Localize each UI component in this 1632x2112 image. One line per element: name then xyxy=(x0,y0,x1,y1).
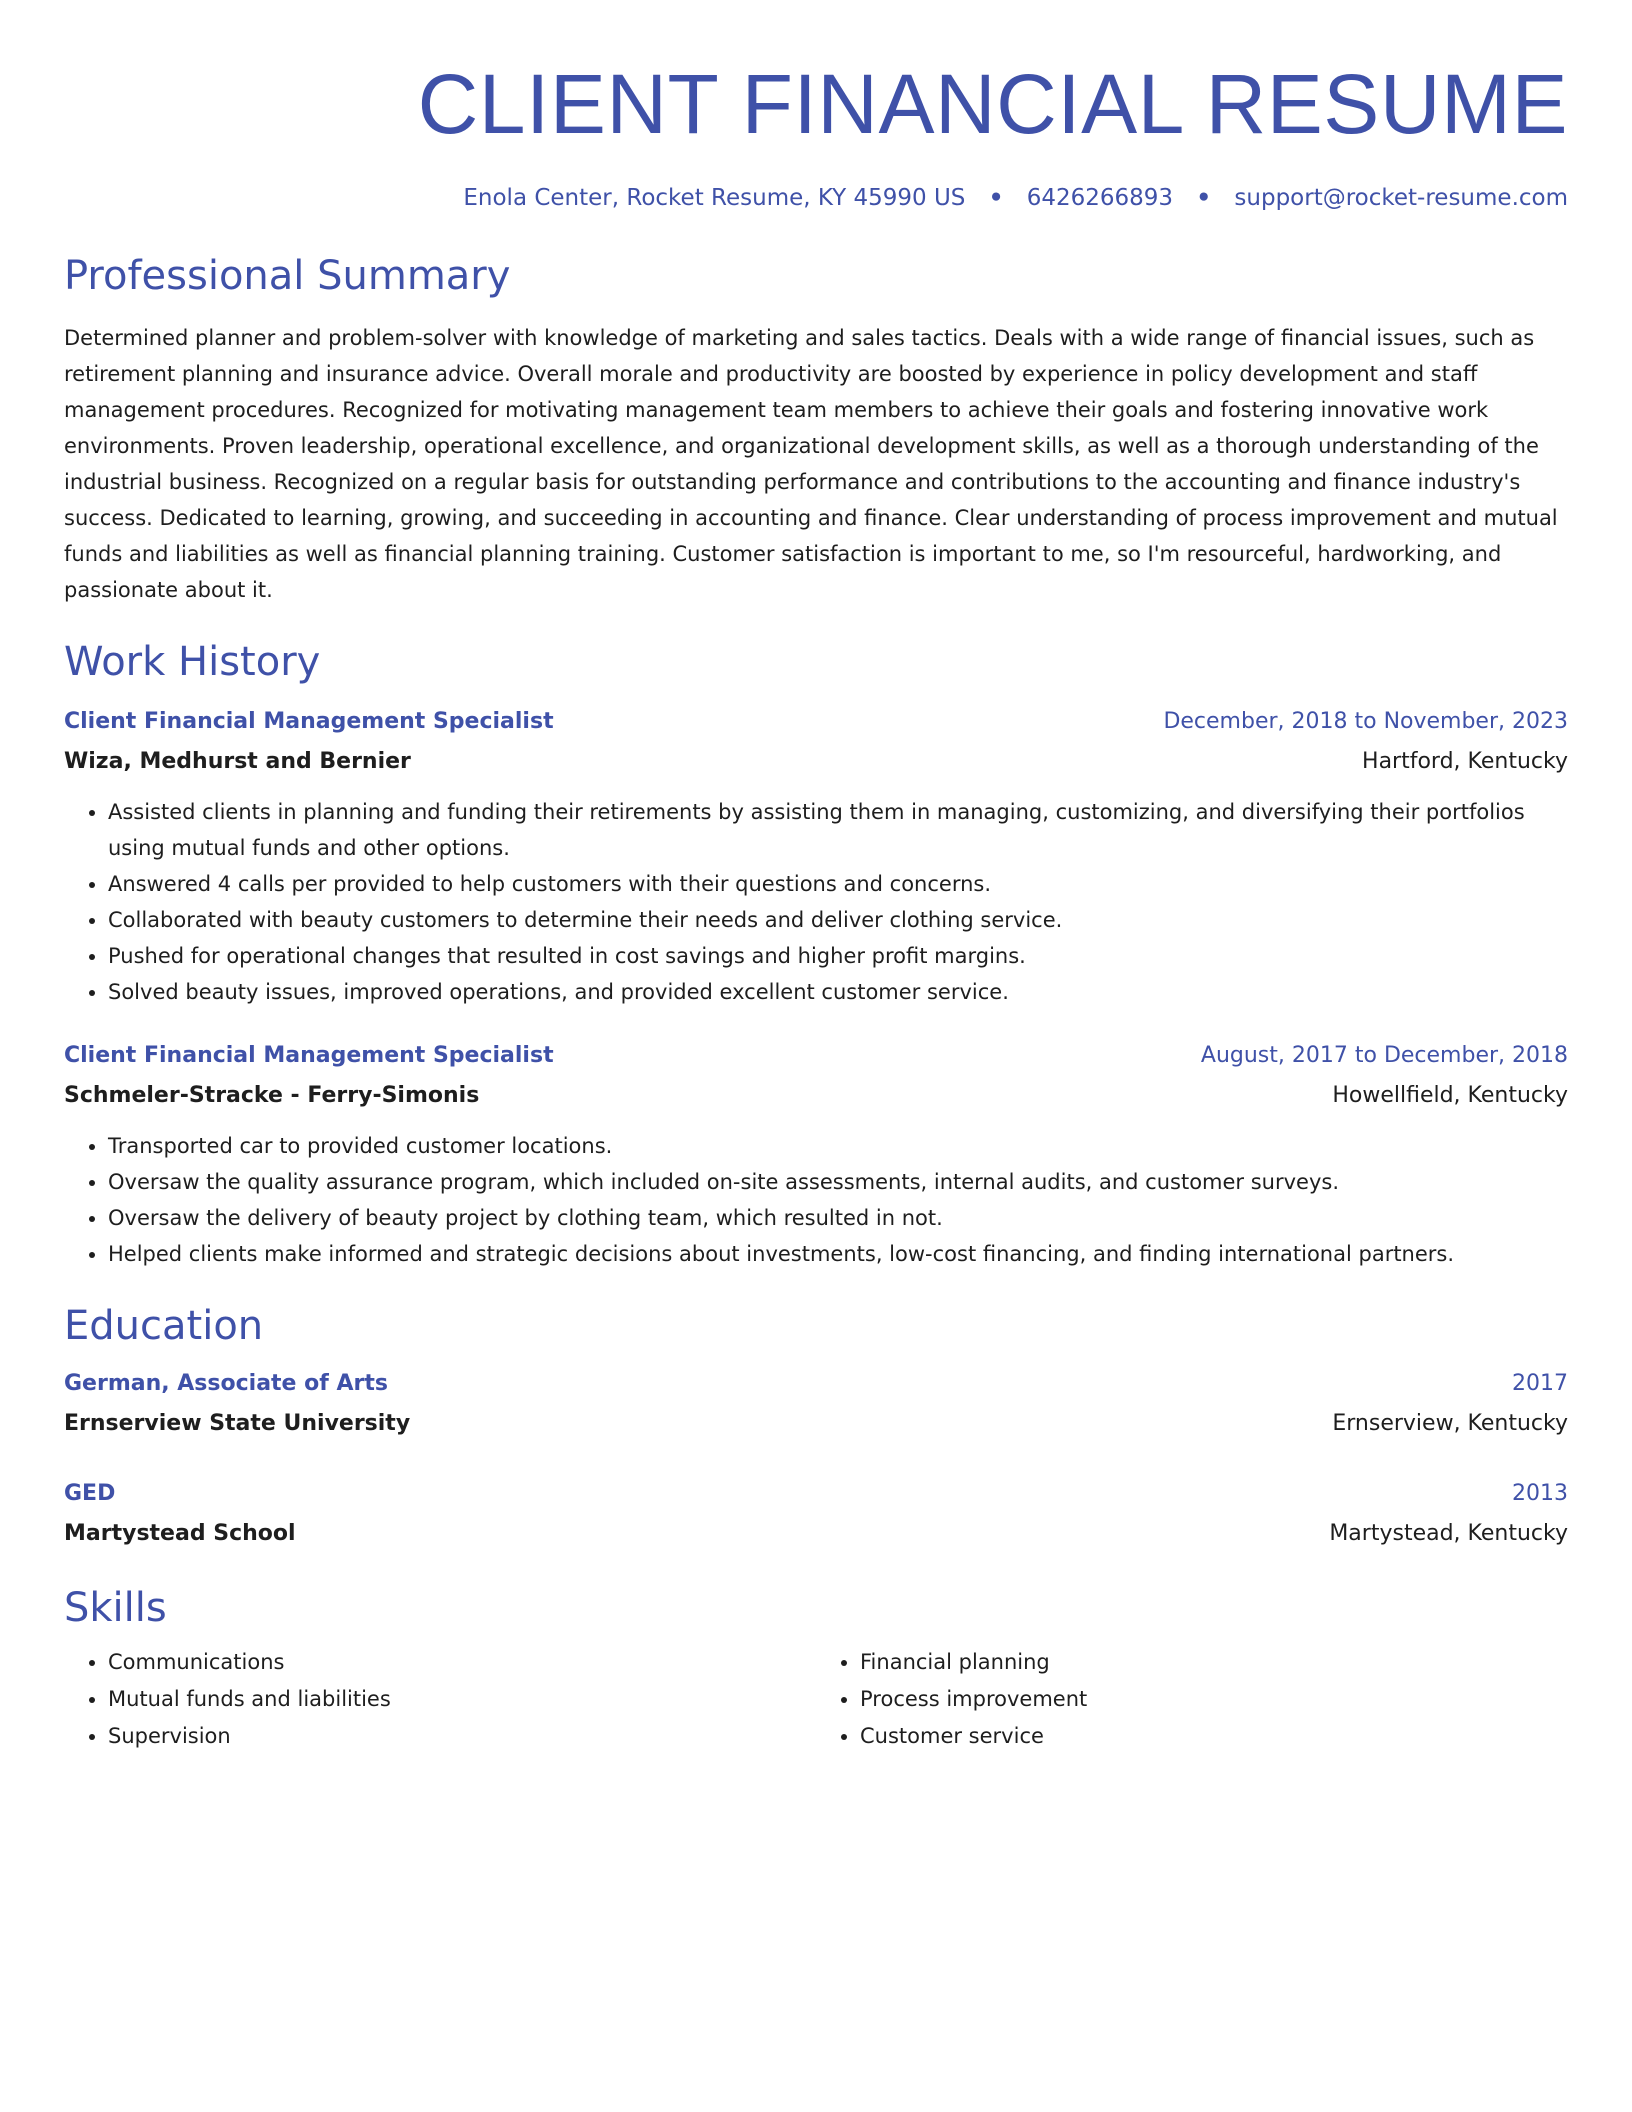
education-degree-row xyxy=(64,1364,1568,1404)
education-year: 2017 xyxy=(1512,1371,1568,1396)
skill-item: • Financial planning xyxy=(860,1644,1568,1681)
job-bullet: • Oversaw the delivery of beauty project by clothing team, which resulted in not. xyxy=(108,1200,1568,1236)
work-history-heading: Work History xyxy=(64,639,321,685)
job-bullet: • Assisted clients in planning and funding their retirements by assisting them in managing, customizing, and diversifying their portfolios using mutual funds and other options. xyxy=(108,794,1568,866)
summary-section xyxy=(64,250,1568,608)
education-degree: German, Associate of Arts xyxy=(64,1371,388,1396)
resume-header xyxy=(64,54,1568,214)
contact-separator: • xyxy=(988,185,1004,211)
job-company: Wiza, Medhurst and Bernier xyxy=(64,749,411,774)
education-school: Martystead School xyxy=(64,1521,296,1546)
education-school-row xyxy=(64,1404,1568,1444)
job-dates: August, 2017 to December, 2018 xyxy=(1200,1043,1568,1068)
job-bullet: • Pushed for operational changes that resulted in cost savings and higher profit margins. xyxy=(108,938,1568,974)
job-bullet: • Answered 4 calls per provided to help customers with their questions and concerns. xyxy=(108,866,1568,902)
job-entry xyxy=(64,702,1568,1010)
contact-address: Enola Center, Rocket Resume, KY 45990 US xyxy=(463,185,966,211)
job-title-row xyxy=(64,1036,1568,1076)
education-school: Ernserview State University xyxy=(64,1411,411,1436)
job-bullets xyxy=(64,794,1568,1010)
job-bullet: • Solved beauty issues, improved operations, and provided excellent customer service. xyxy=(108,974,1568,1010)
education-degree: GED xyxy=(64,1481,116,1506)
job-title: Client Financial Management Specialist xyxy=(64,709,554,734)
job-title-row xyxy=(64,702,1568,742)
work-history-section xyxy=(64,636,1568,1272)
education-location: Ernserview, Kentucky xyxy=(1332,1411,1568,1436)
education-entry xyxy=(64,1474,1568,1554)
skills-columns xyxy=(64,1644,1568,1755)
job-entry xyxy=(64,1036,1568,1272)
education-school-row xyxy=(64,1514,1568,1554)
education-entry xyxy=(64,1364,1568,1444)
skill-item: • Supervision xyxy=(108,1718,816,1755)
contact-separator: • xyxy=(1196,185,1212,211)
resume-name: CLIENT FINANCIAL RESUME xyxy=(417,57,1568,151)
summary-text: Determined planner and problem-solver with knowledge of marketing and sales tactics. Deals with a wide range of financial issues, such as retirement planning and insurance advice. Overall morale and productivity are boosted by experience in policy development and staff management procedures. Recognized for motivating management team members to achieve their goals and fostering innovative work environments. Proven leadership, operational excellence, and organizational development skills, as well as a thorough understanding of the industrial business. Recognized on a regular basis for outstanding performance and contributions to the accounting and finance industry's success. Dedicated to learning, growing, and succeeding in accounting and finance. Clear understanding of process improvement and mutual funds and liabilities as well as financial planning training. Customer satisfaction is important to me, so I'm resourceful, hardworking, and passionate about it. xyxy=(64,326,1558,602)
job-bullet: • Transported car to provided customer locations. xyxy=(108,1128,1568,1164)
skills-section xyxy=(64,1582,1568,1755)
skill-item: • Mutual funds and liabilities xyxy=(108,1681,816,1718)
contact-phone: 6426266893 xyxy=(1026,185,1174,211)
education-year: 2013 xyxy=(1512,1481,1568,1506)
job-dates: December, 2018 to November, 2023 xyxy=(1163,709,1568,734)
job-bullets xyxy=(64,1128,1568,1272)
education-section xyxy=(64,1300,1568,1554)
education-degree-row xyxy=(64,1474,1568,1514)
education-location: Martystead, Kentucky xyxy=(1329,1521,1568,1546)
job-bullet: • Collaborated with beauty customers to determine their needs and deliver clothing service. xyxy=(108,902,1568,938)
job-bullet: • Oversaw the quality assurance program, which included on-site assessments, internal audits, and customer surveys. xyxy=(108,1164,1568,1200)
job-company: Schmeler-Stracke - Ferry-Simonis xyxy=(64,1083,480,1108)
job-company-row xyxy=(64,742,1568,782)
contact-email: support@rocket-resume.com xyxy=(1234,185,1568,211)
education-heading: Education xyxy=(64,1303,264,1349)
skills-heading: Skills xyxy=(64,1585,167,1631)
skill-item: • Customer service xyxy=(860,1718,1568,1755)
skill-item: • Communications xyxy=(108,1644,816,1681)
contact-line xyxy=(64,182,1568,214)
summary-heading: Professional Summary xyxy=(64,253,511,299)
job-company-row xyxy=(64,1076,1568,1116)
skill-item: • Process improvement xyxy=(860,1681,1568,1718)
job-bullet: • Helped clients make informed and strategic decisions about investments, low-cost financing, and finding international partners. xyxy=(108,1236,1568,1272)
job-location: Hartford, Kentucky xyxy=(1362,749,1568,774)
job-location: Howellfield, Kentucky xyxy=(1332,1083,1568,1108)
skills-list-left xyxy=(64,1644,816,1755)
job-title: Client Financial Management Specialist xyxy=(64,1043,554,1068)
skills-list-right xyxy=(816,1644,1568,1755)
